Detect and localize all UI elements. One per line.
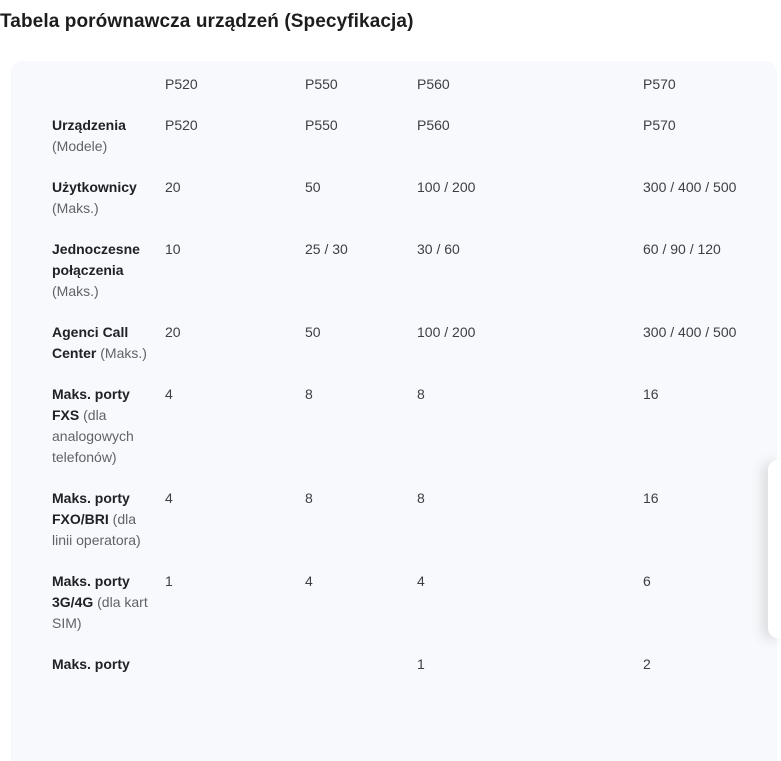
row-label: Maks. porty 3G/4G (dla kart SIM) — [52, 573, 148, 631]
row-value-p550: 8 — [305, 490, 313, 506]
table-row — [52, 312, 777, 374]
page-title: Tabela porównawcza urządzeń (Specyfikacja) — [0, 11, 414, 32]
row-value-p570: 300 / 400 / 500 — [643, 179, 737, 195]
row-value-p560: 100 / 200 — [417, 179, 476, 195]
row-label: Maks. porty FXS (dla analogowych telefonów) — [52, 386, 134, 465]
row-value-p550: 4 — [305, 573, 313, 589]
row-label: Urządzenia (Modele) — [52, 117, 126, 154]
row-value-p550: P550 — [305, 117, 338, 133]
row-value-p520: 20 — [165, 179, 181, 195]
row-value-p560: 30 / 60 — [417, 241, 460, 257]
row-value-p520: P520 — [165, 117, 198, 133]
row-value-p560: 8 — [417, 490, 425, 506]
row-value-p550: 25 / 30 — [305, 241, 348, 257]
row-value-p520 — [165, 644, 305, 664]
table-row — [52, 229, 777, 312]
row-value-p560: P560 — [417, 117, 450, 133]
row-value-p550: 50 — [305, 324, 321, 340]
column-header-p550: P550 — [305, 76, 338, 92]
column-header-p570: P570 — [643, 76, 676, 92]
row-label: Maks. porty — [52, 656, 130, 672]
row-value-p570: 60 / 90 / 120 — [643, 241, 721, 257]
table-row — [52, 478, 777, 561]
row-value-p520: 4 — [165, 386, 173, 402]
table-row — [52, 167, 777, 229]
row-value-p550: 8 — [305, 386, 313, 402]
column-header-p520: P520 — [165, 76, 198, 92]
row-value-p570: P570 — [643, 117, 676, 133]
column-header-p560: P560 — [417, 76, 450, 92]
row-value-p570: 2 — [643, 656, 651, 672]
row-label: Jednoczesne połączenia (Maks.) — [52, 241, 140, 299]
row-value-p520: 20 — [165, 324, 181, 340]
row-value-p550: 50 — [305, 179, 321, 195]
row-value-p520: 1 — [165, 573, 173, 589]
comparison-table — [11, 61, 777, 761]
table-body — [52, 105, 777, 685]
row-value-p570: 6 — [643, 573, 651, 589]
row-value-p570: 16 — [643, 490, 659, 506]
row-value-p520: 10 — [165, 241, 181, 257]
column-header-empty — [52, 61, 165, 84]
side-panel-peek[interactable] — [768, 460, 781, 638]
table-row — [52, 374, 777, 478]
row-value-p560: 4 — [417, 573, 425, 589]
table-row — [52, 105, 777, 167]
row-value-p550 — [305, 644, 417, 664]
row-value-p520: 4 — [165, 490, 173, 506]
row-label: Użytkownicy (Maks.) — [52, 179, 137, 216]
row-value-p560: 1 — [417, 656, 425, 672]
row-label: Maks. porty FXO/BRI (dla linii operatora) — [52, 490, 141, 548]
row-value-p560: 100 / 200 — [417, 324, 476, 340]
table-row — [52, 561, 777, 644]
row-value-p570: 300 / 400 / 500 — [643, 324, 737, 340]
row-value-p570: 16 — [643, 386, 659, 402]
row-label: Agenci Call Center (Maks.) — [52, 324, 147, 361]
table-header-row — [52, 61, 777, 105]
row-value-p560: 8 — [417, 386, 425, 402]
table-row — [52, 644, 777, 685]
